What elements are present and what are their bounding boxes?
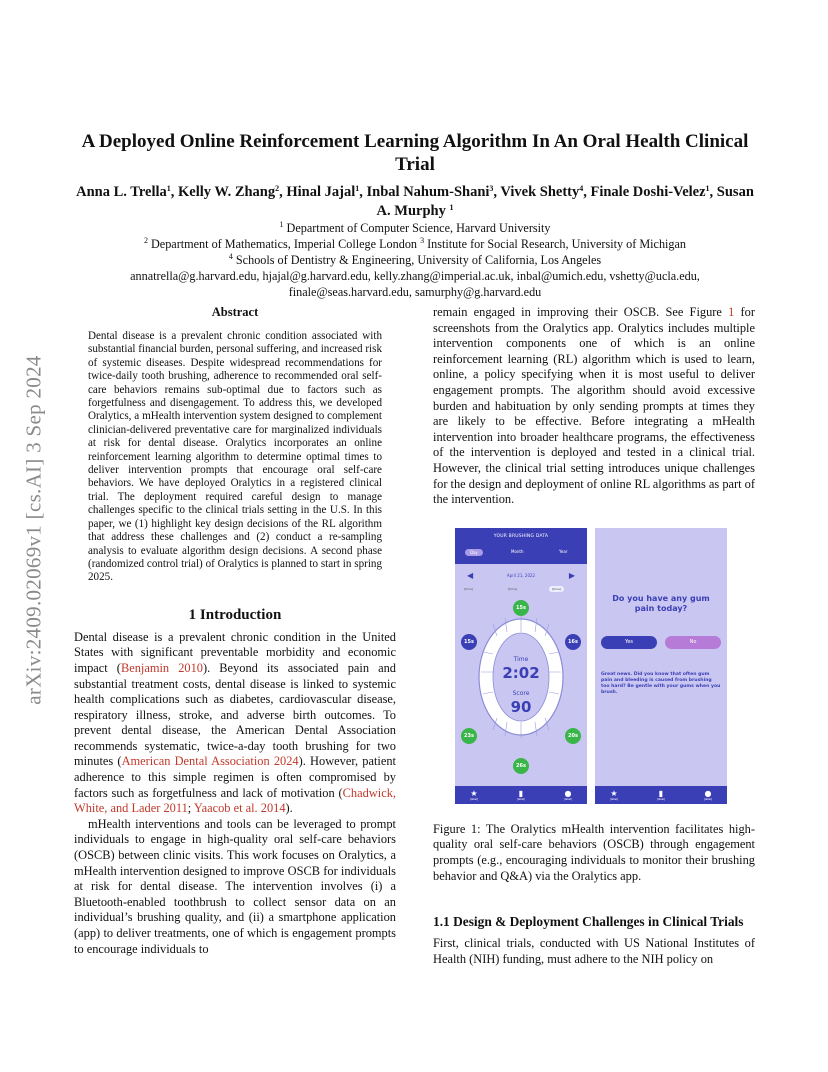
paper-title: A Deployed Online Reinforcement Learning Algorithm In An Oral Health Clinical Trial [81,131,749,175]
email-line: annatrella@g.harvard.edu, hjajal@g.harvard.edu, kelly.zhang@imperial.ac.uk, inbal@umich.edu, vshetty@ucla.edu, [130,269,700,283]
affiliation: Institute for Social Research, University of Michigan [427,237,687,251]
affiliation: Schools of Dentistry & Engineering, University of California, Los Angeles [235,253,602,267]
intro-paragraph-1: Dental disease is a prevalent chronic condition in the United States with significant preventable morbidity and economic impact (Benjamin 2010). Beyond its associated pain and substantial treatment costs, dental disease is linked to systemic health complications such as diabetes, cardiovascular disease, respiratory illness, stroke, and adverse birth outcomes. To prevent dental disease, the American Dental Association recommends systematic, twice-a-day tooth brushing for two minutes (American Dental Association 2024). However, patient adherence to this simple regimen is often compromised by factors such as forgetfulness and lack of motivation (Chadwick, White, and Lader 2011; Yaacob et al. 2014). [74,629,397,816]
nav-label: [label] [610,797,618,801]
affiliations [70,220,760,300]
author-affiliation-mark: 1 [449,203,454,212]
intro-paragraph-3: remain engaged in improving their OSCB. See Figure 1 for screenshots from the Oralytics app. Oralytics includes multiple intervention components one of which is an online reinforcement learning (RL) algorithm which is used to learn, online, a policy specifying when it is most useful to deliver engagement prompts. The algorithm should avoid excessive burden and habituation by only sending prompts at times they are likely to be effective. Before integrating a mHealth intervention into broader healthcare programs, the effectiveness of the intervention is deployed and tested in a clinical trial. However, the clinical trial setting introduces unique challenges for the design and deployment of online RL algorithms as part of the intervention. [433,305,755,507]
affiliation-line: $^1$ Department of Computer Science, Harvard University [279,220,551,235]
brushing-data-title: YOUR BRUSHING DATA [493,533,549,539]
author-affiliation-mark: 1 [355,184,360,193]
subsection-heading-challenges: 1.1 Design & Deployment Challenges in Clinical Trials [433,914,744,930]
score-label: Score [512,689,530,697]
author-name: Inbal Nahum-Shani [366,184,490,200]
author-list: Anna L. Trella$^1$, Kelly W. Zhang$^2$, Hinal Jajal$^1$, Inbal Nahum-Shani$^3$, Vivek Shetty$^4$, Finale Doshi-Velez$^1$, Susan A. Murphy $^1$ [76,184,754,219]
score-value: 90 [510,697,532,716]
brushing-duration-upper-right: 16s [565,634,581,650]
citation-link[interactable]: Chadwick, White, and Lader 2011 [74,785,396,816]
affiliation: Department of Mathematics, Imperial College London [151,237,418,251]
nav-chart-icon[interactable]: ▮ [label] [514,789,528,801]
author-name: Finale Doshi-Velez [590,184,706,200]
section-heading-introduction: 1 Introduction [188,606,282,623]
brushing-duration-upper-left: 15s [461,634,477,650]
selected-date: April 21, 2022 [506,572,536,578]
tab-year[interactable]: Year [559,548,568,554]
figure-1-caption: Figure 1: The Oralytics mHealth intervention facilitates high-quality oral self-care behaviors (OSCB) through engagement prompts (e.g., encouraging individuals to monitor their brushing behavior and Q&A) via the Oralytics app. [433,821,755,883]
nav-profile-icon[interactable]: ● [label] [561,789,575,801]
abstract-heading: Abstract [211,305,259,319]
brushing-duration-bottom: 26s [513,758,529,774]
arxiv-identifier-text: arXiv:2409.02069v1 [cs.AI] 3 Sep 2024 [21,355,46,705]
left-column [74,305,396,957]
author-name: Anna L. Trella [76,184,167,200]
yes-button[interactable]: Yes [601,636,657,649]
arrow-right-icon[interactable]: ▶ [568,570,575,580]
figure-reference-link[interactable]: 1 [728,305,735,319]
nav-label: [label] [564,797,572,801]
nav-label: [label] [470,797,478,801]
citation-link[interactable]: American Dental Association 2024 [121,754,299,769]
affiliation: Department of Computer Science, Harvard University [286,221,551,235]
session-time[interactable]: [time] [464,586,474,591]
author-name: Kelly W. Zhang [178,184,276,200]
time-value: 2:02 [502,663,540,682]
figure-divider [587,528,595,804]
nav-star-icon[interactable]: ★ [label] [467,789,481,801]
brushing-data-header [455,528,587,564]
nav-profile-icon[interactable]: ● [label] [701,789,715,801]
session-time[interactable]: [time] [508,586,518,591]
figure-1-app-screenshots [455,528,755,804]
author-affiliation-mark: 1 [166,184,171,193]
bottom-navigation [455,786,587,804]
arrow-left-icon[interactable]: ◀ [467,570,474,580]
brushing-duration-lower-left: 23s [461,728,477,744]
abstract-text: Dental disease is a prevalent chronic condition associated with substantial financial burden, personal suffering, and increased risk of systemic diseases. Despite widespread recommendations for twice-daily tooth brushing, adherence to recommended oral self-care behaviors remains sub-optimal due to factors such as forgetfulness and disengagement. To address this, we developed Oralytics, a mHealth intervention system designed to complement clinician-delivered preventative care for marginalized individuals at risk for dental disease. Oralytics incorporates an online reinforcement learning algorithm to determine optimal times to deliver intervention prompts that encourage oral self-care behaviors. We have deployed Oralytics in a registered clinical trial. The deployment required careful design to manage challenges specific to the clinical trials setting in the U.S. In this paper, we (1) highlight key design decisions of the RL algorithm that address these challenges and (2) conduct a re-sampling analysis to evaluate algorithm design decisions. A second phase (randomized control trial) of Oralytics is planned to start in spring 2025. [88,330,382,584]
nav-label: [label] [517,797,525,801]
author-affiliation-mark: 2 [275,184,280,193]
affiliation-line: $^2$ Department of Mathematics, Imperial College London $^3$ Institute for Social Research, University of Michigan [143,236,687,251]
email-line: finale@seas.harvard.edu, samurphy@g.harvard.edu [288,285,542,299]
phone-screen-question [595,528,727,804]
phone-screen-brushing-data [455,528,587,804]
date-selector [455,570,587,582]
no-button[interactable]: No [665,636,721,649]
feedback-message: Great news. Did you know that often gum pain and bleeding is caused from brushing too hard? Be gentle with your gums when you brush. [601,671,721,696]
nav-label: [label] [657,797,665,801]
time-label: Time [513,655,529,663]
arxiv-identifier [14,300,54,760]
nav-label: [label] [704,797,712,801]
citation-link[interactable]: Yaacob et al. 2014 [193,801,286,816]
author-name: Hinal Jajal [286,184,356,200]
tab-day[interactable]: Day [465,549,483,556]
citation-link[interactable]: Benjamin 2010 [120,660,203,675]
brushing-duration-top: 15s [513,600,529,616]
affiliation-line: $^4$ Schools of Dentistry & Engineering, University of California, Los Angeles [228,252,602,267]
bottom-navigation [595,786,727,804]
session-time-selected[interactable]: [time] [549,586,564,592]
author-affiliation-mark: 4 [579,184,584,193]
challenges-paragraph: First, clinical trials, conducted with US National Institutes of Health (NIH) funding, must adhere to the NIH policy on [433,936,755,966]
nav-chart-icon[interactable]: ▮ [label] [654,789,668,801]
nav-star-icon[interactable]: ★ [label] [607,789,621,801]
intro-paragraph-2: mHealth interventions and tools can be leveraged to prompt individuals to engage in high-quality oral self-care behaviors (OSCB) between clinic visits. This work focuses on Oralytics, a mHealth intervention designed to improve OSCB for individuals at risk for dental disease. The intervention involves (i) a Bluetooth-enabled toothbrush to collect sensor data on an individual’s brushing quality, and (ii) a smartphone application (app) to deliver treatments, one of which is engagement prompts to encourage individuals to [74,816,396,956]
tab-month[interactable]: Month [511,548,524,554]
brushing-duration-lower-right: 20s [565,728,581,744]
right-column [433,305,755,967]
author-affiliation-mark: 1 [705,184,710,193]
author-name: Vivek Shetty [500,184,580,200]
question-text: Do you have any gum pain today? [612,593,710,613]
author-affiliation-mark: 3 [489,184,494,193]
author-name: Susan A. Murphy [376,184,754,219]
